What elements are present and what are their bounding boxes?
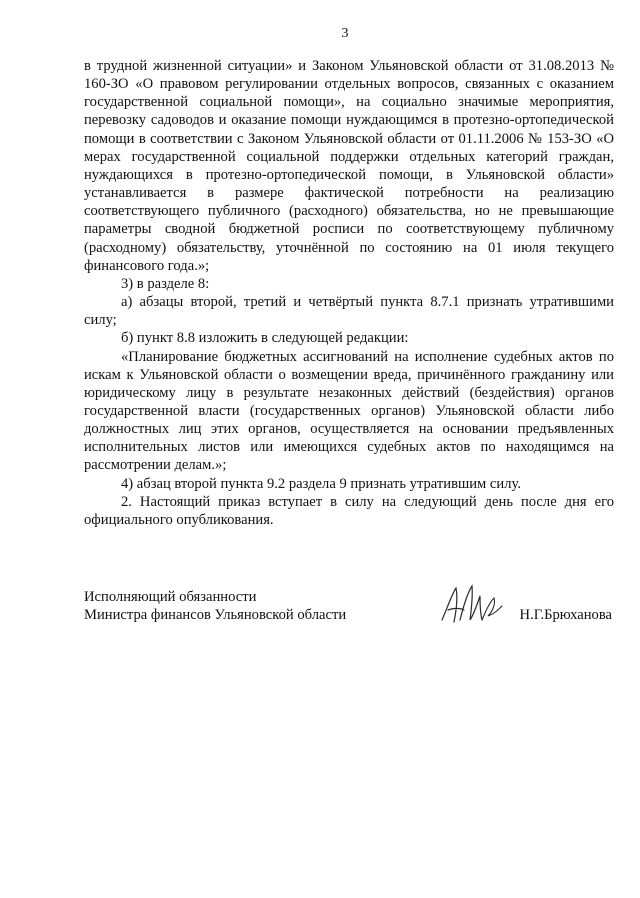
paragraph-continuation: в трудной жизненной ситуации» и Законом Ульяновской области от 31.08.2013 № 160-ЗО «О правовом регулировании отдельных вопросов, связанных с оказанием государственной социальной помощи», на социально значимые мероприятия, перевозку садоводов и оказание помощи нуждающимся в протезно-ортопедической помощи в соответствии с Законом Ульяновской области от 01.11.2006 № 153-ЗО «О мерах государственной социальной поддержки отдельных категорий граждан, нуждающихся в протезно-ортопедической помощи, в Ульяновской области» устанавливается в размере фактической потребности на реализацию соответствующего публичного (расходного) обязательства, но не превышающие параметры сводной бюджетной росписи по соответствующему публичному (расходному) обязательству, уточнённой по состоянию на 01 июля текущего финансового года.»; [84,58,614,274]
paragraph-item-b: б) пункт 8.8 изложить в следующей редакции: [121,330,409,347]
paragraph-item-4: 4) абзац второй пункта 9.2 раздела 9 признать утратившим силу. [121,475,521,492]
signatory-title-line-2: Министра финансов Ульяновской области [84,607,347,624]
document-body [84,57,614,529]
signatory-name: Н.Г.Брюханова [519,607,612,623]
paragraph-item-a: а) абзацы второй, третий и четвёртый пункта 8.7.1 признать утратившими силу; [84,294,614,329]
handwritten-signature [434,580,506,630]
signatory-title-line-1: Исполняющий обязанности [84,589,257,605]
signature-block [84,588,614,624]
paragraph-effective-date: 2. Настоящий приказ вступает в силу на следующий день после дня его официального опубликования. [84,493,614,528]
paragraph-section-8-heading: 3) в разделе 8: [121,275,210,292]
paragraph-quoted-text: «Планирование бюджетных ассигнований на исполнение судебных актов по искам к Ульяновской области о возмещении вреда, причинённого гражданину или юридическому лицу в результате незаконных действий (бездействия) органов государственной власти (государственных органов) Ульяновской области либо должностных лиц этих органов, осуществляется на основании предъявленных исполнительных листов или имеющихся судебных актов по находящимся на рассмотрении делам.»; [84,348,614,474]
page-number: 3 [341,26,349,41]
